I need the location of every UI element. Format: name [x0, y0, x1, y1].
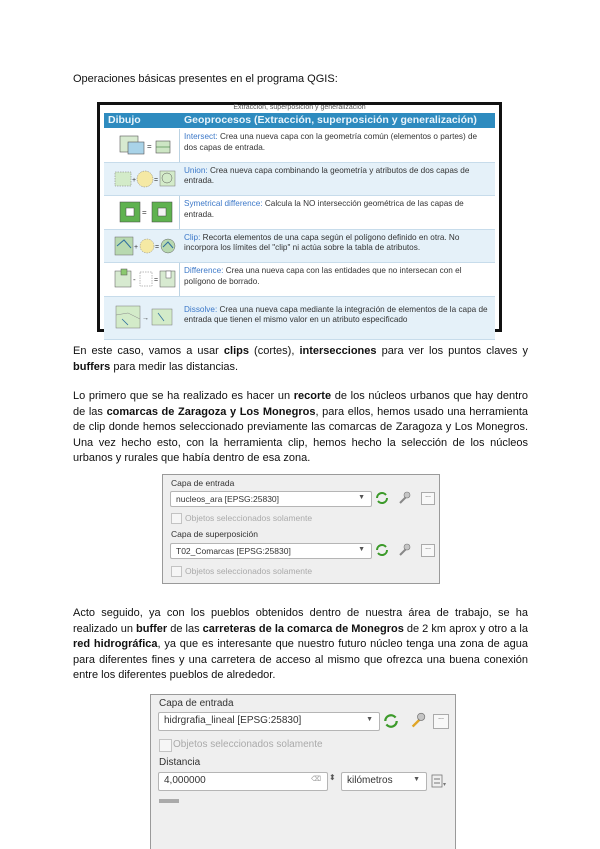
row-desc-symdiff: Symetrical difference: Calcula la NO intersección geométrica de las capas de entrada.	[184, 199, 464, 219]
row-desc-difference: Difference: Crea una nueva capa con las entidades que no intersecan con el polígono de borrado.	[184, 266, 462, 286]
iterate-icon[interactable]	[383, 714, 399, 728]
row-desc-dissolve: Dissolve: Crea una nueva capa mediante la integración de elementos de la capa de entrada que tienen el mismo valor en un atributo especificado	[184, 304, 488, 324]
svg-text:=: =	[154, 176, 159, 184]
table-row	[104, 263, 495, 297]
svg-text:=: =	[142, 208, 147, 217]
iterate-icon[interactable]	[375, 544, 389, 556]
chevron-down-icon: ▼	[413, 776, 420, 783]
svg-text:=: =	[155, 243, 160, 251]
svg-text:=: =	[154, 277, 159, 284]
clear-icon[interactable]: ⌫	[311, 776, 321, 783]
svg-text:=: =	[147, 142, 152, 151]
clip-diagram-icon	[114, 234, 176, 258]
intersect-diagram-icon	[114, 133, 176, 157]
buffer-selected-only-label: Objetos seleccionados solamente	[173, 739, 323, 750]
wrench-icon[interactable]	[397, 491, 411, 505]
symmetrical-difference-diagram-icon	[114, 200, 176, 224]
paragraph-3: Acto seguido, ya con los pueblos obtenidos dentro de nuestra área de trabajo, se ha realizado un buffer de las carreteras de la comarca de Monegros de 2 km aprox y otro a la red hidrográfica, ya que es interesante que nuestro futuro núcleo tenga una zona de agua para diferentes fines y una carretera de acceso al mismo que ofrezca una buena conexión entre los diferentes pueblos de alrededor.	[73, 607, 529, 681]
unit-value: kilómetros	[347, 775, 393, 786]
row-desc-union: Union: Crea nueva capa combinando la geometría y atributos de dos capas de entrada.	[184, 165, 470, 185]
distance-label: Distancia	[159, 757, 201, 768]
svg-text:+: +	[132, 176, 137, 184]
input-layer-label: Capa de entrada	[171, 478, 235, 488]
buffer-dialog	[150, 694, 456, 849]
svg-text:→: →	[142, 314, 149, 322]
browse-button[interactable]: ...	[421, 492, 435, 505]
browse-button[interactable]: ...	[433, 714, 449, 729]
selected-only-label: Objetos seleccionados solamente	[185, 513, 313, 523]
wrench-icon[interactable]	[397, 543, 411, 557]
svg-text:-: -	[133, 275, 136, 284]
header-geoprocesos: Geoprocesos (Extracción, superposición y generalización)	[184, 114, 477, 126]
spin-icon[interactable]: ⬍	[329, 773, 336, 782]
distance-input[interactable]	[158, 772, 328, 791]
input-layer-select[interactable]	[170, 491, 372, 507]
unit-select[interactable]	[341, 772, 427, 791]
union-diagram-icon	[114, 167, 176, 191]
buffer-selected-only-checkbox[interactable]	[159, 739, 172, 752]
table-caption: Extracción, superposición y generalización	[233, 104, 366, 111]
table-row	[104, 196, 495, 230]
browse-button[interactable]: ...	[421, 544, 435, 557]
svg-text:+: +	[134, 243, 139, 251]
buffer-input-label: Capa de entrada	[159, 698, 234, 709]
buffer-input-value: hidrgrafia_lineal [EPSG:25830]	[164, 715, 302, 726]
dissolve-diagram-icon	[114, 305, 176, 329]
clip-dialog	[162, 474, 440, 584]
input-layer-value: nucleos_ara [EPSG:25830]	[176, 494, 280, 504]
paragraph-2: Lo primero que se ha realizado es hacer un recorte de los núcleos urbanos que hay dentro de las comarcas de Zaragoza y Los Monegros, para ellos, hemos usado una herramienta de clip donde hemos seleccionado previamente las comarcas de Zaragoza y Los Monegros. Una vez hecho esto, con la herramienta clip, hemos hecho la selección de los núcleos urbanos y rurales que había dentro de esa zona.	[73, 390, 528, 464]
iterate-icon[interactable]	[375, 492, 389, 504]
table-row	[104, 230, 495, 264]
selected-only-label-2: Objetos seleccionados solamente	[185, 566, 313, 576]
difference-diagram-icon	[114, 267, 176, 291]
intro-text: Operaciones básicas presentes en el programa QGIS:	[73, 73, 338, 85]
table-row	[104, 297, 495, 340]
selected-only-checkbox-2[interactable]	[171, 566, 182, 577]
chevron-down-icon: ▼	[358, 546, 365, 553]
paragraph-1: En este caso, vamos a usar clips (cortes), intersecciones para ver los puntos claves y buffers para medir las distancias.	[73, 345, 528, 373]
row-desc-clip: Clip: Recorta elementos de una capa según el polígono definido en otra. No incorpora los límites del "clip" ni actúa sobre la tabla de atributos.	[184, 232, 460, 252]
buffer-input-select[interactable]	[158, 712, 380, 731]
table-header	[104, 113, 495, 128]
overlay-layer-select[interactable]	[170, 543, 372, 559]
selected-only-checkbox[interactable]	[171, 513, 182, 524]
data-defined-override-icon[interactable]	[431, 774, 449, 788]
header-dibujo: Dibujo	[108, 114, 141, 126]
table-row	[104, 163, 495, 197]
chevron-down-icon: ▼	[358, 494, 365, 501]
overlay-layer-label: Capa de superposición	[171, 529, 258, 539]
row-desc-intersect: Intersect: Crea una nueva capa con la geometría común (elementos o partes) de dos capas de entrada.	[184, 132, 478, 152]
geoprocess-table	[97, 102, 502, 332]
svg-text:▾: ▾	[443, 782, 447, 788]
distance-value: 4,000000	[164, 775, 206, 786]
chevron-down-icon: ▼	[366, 716, 373, 723]
table-row	[104, 129, 495, 163]
overlay-layer-value: T02_Comarcas [EPSG:25830]	[176, 546, 291, 556]
wrench-icon[interactable]	[409, 712, 426, 729]
